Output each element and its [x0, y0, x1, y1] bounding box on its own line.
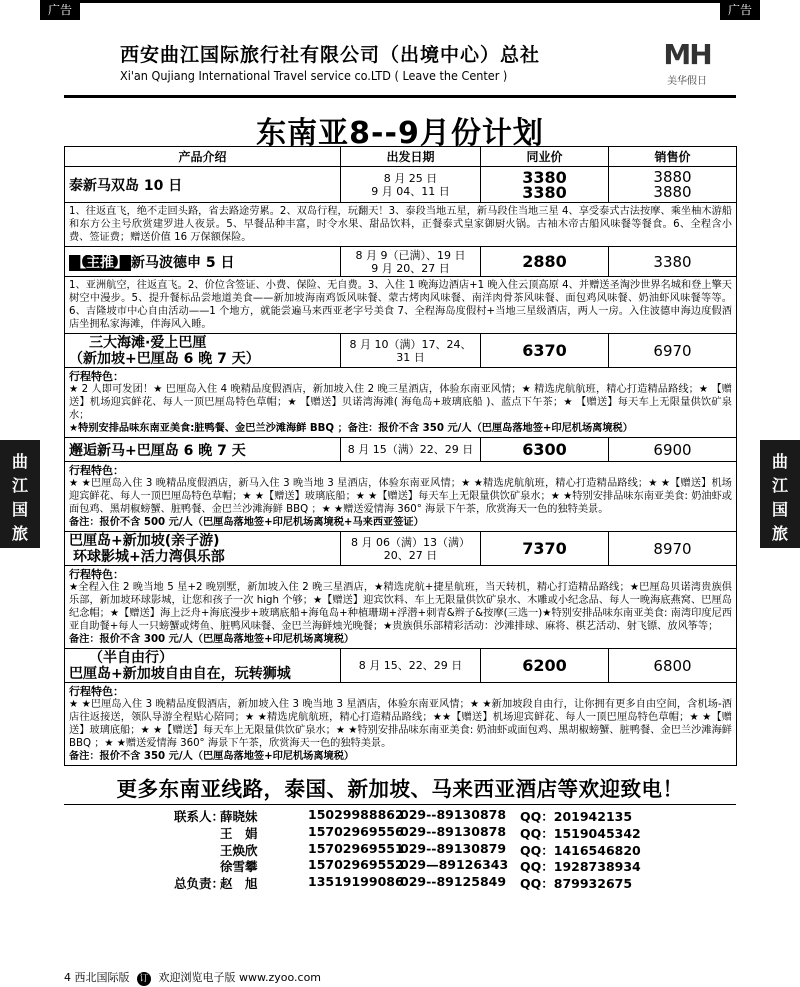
date-line: 8 月 10（满）17、24、 — [349, 337, 472, 351]
qq-label: QQ： — [520, 825, 554, 841]
sell-price: 6900 — [609, 438, 737, 462]
feature-title: 行程特色： — [69, 464, 124, 477]
product-desc-row — [65, 277, 737, 334]
logo-text: 美华假日 — [667, 76, 707, 87]
contact-tel: 029--89130878 — [400, 823, 507, 839]
peer-price: 7370 — [481, 532, 609, 566]
product-dates — [341, 247, 481, 277]
price-note: 备注：报价不含 500 元/人（巴厘岛落地签+印尼机场离境税+马来西亚签证） — [69, 517, 424, 528]
product-row — [65, 247, 737, 277]
contact-row — [64, 807, 736, 824]
price-note: ★特别安排品味东南亚美食:脏鸭餐、金巴兰沙滩海鲜 BBQ ；备注：报价不含 350 元/人（巴厘岛落地签+印尼机场离境税） — [69, 423, 633, 434]
date-line: 8 月 15（满）22、29 日 — [347, 443, 474, 456]
product-description-cell — [65, 462, 737, 532]
sell-price-value: 3880 — [653, 167, 692, 186]
logo-mark: MH — [663, 38, 711, 71]
qq-label: QQ： — [520, 876, 554, 892]
product-name-cell — [65, 649, 341, 683]
date-line: 8 月 06（满）13（满） — [351, 535, 470, 549]
peer-price: 2880 — [481, 247, 609, 277]
product-desc-row — [65, 462, 737, 532]
product-row — [65, 334, 737, 368]
sell-price: 6970 — [609, 334, 737, 368]
promo-banner: 更多东南亚线路，泰国、新加坡、马来西亚酒店等欢迎致电！ — [116, 777, 684, 801]
product-name-cell — [65, 334, 341, 368]
product-name: 巴厘岛+新加坡自由自在，玩转狮城 — [69, 665, 291, 682]
contact-tel: 029--89130879 — [400, 840, 507, 856]
feature-title: 行程特色： — [69, 685, 124, 698]
qq-label: QQ： — [520, 842, 554, 858]
contact-name: 赵 旭 — [220, 876, 258, 892]
header-sell-price: 销售价 — [609, 147, 737, 167]
contact-label: 总负责： — [173, 876, 224, 892]
qq-number: 879932675 — [553, 876, 633, 892]
date-line: 9 月 20、27 日 — [371, 261, 450, 275]
product-name: 邂逅新马+巴厘岛 6 晚 7 天 — [65, 438, 341, 462]
product-dates — [341, 438, 481, 462]
product-row — [65, 649, 737, 683]
product-subname: （新加坡+巴厘岛 6 晚 7 天） — [69, 350, 260, 367]
contact-mobile: 15702969556 — [308, 823, 404, 839]
contact-qq — [520, 807, 632, 825]
product-row — [65, 532, 737, 566]
company-header — [64, 18, 736, 98]
page-title: 东南亚8--9月份计划 — [256, 116, 544, 151]
contact-name: 薛晓妹 — [220, 809, 258, 824]
product-desc-row — [65, 683, 737, 766]
contact-qq — [520, 824, 641, 842]
qq-number: 1928738934 — [553, 859, 641, 875]
product-description-cell — [65, 368, 737, 438]
product-description: ★ 2 人即可发团！★ 巴厘岛入住 4 晚精品度假酒店，新加坡入住 2 晚三星酒店，体验东南亚风情；★ 精选虎航航班，精心打造精品路线；★ 【赠送】机场迎宾鲜花、每人一顶巴厘岛特色草帽；★ 【赠送】贝诺湾海滩( 海龟岛+玻璃底船 )、蓝点下午茶；★ 【赠送】每天车上无限量供饮矿泉水； — [69, 384, 732, 421]
sell-price: 8970 — [609, 532, 737, 566]
product-dates — [341, 334, 481, 368]
product-desc-row — [65, 368, 737, 438]
product-description: ★全程入住 2 晚当地 5 星+2 晚别墅，新加坡入住 2 晚三星酒店，★精选虎航+捷星航班，当天转机，精心打造精品路线；★巴厘岛贝诺湾贵族俱乐部，新加坡环球影城，让您和孩子一次 high 个够；★【赠送】迎宾饮料、车上无限量供饮矿泉水、木雕或小纪念品、每人一晚海底燕窝、巴厘岛纪念帽；★【赠送】海上泛舟+海底漫步+玻璃底船+海龟岛+种植珊瑚+浮潜+刺青&辫子&按摩(三选一)★特别安排品味东南亚美食: 南湾印度尼西亚自助餐+每人一只螃蟹或烤鱼、脏鸭风味餐、金巴兰海鲜烛光晚餐；★贵族俱乐部精彩活动：沙滩排球、麻将、棋艺活动、射飞镖、放风筝等； — [69, 582, 732, 632]
tour-plan-table — [64, 146, 737, 766]
product-dates — [341, 649, 481, 683]
peer-price: 6300 — [481, 438, 609, 462]
product-description: ★ ★巴厘岛入住 3 晚精品度假酒店，新加坡入住 3 晚当地 3 星酒店，体验东南亚风情；★ ★新加坡段自由行，让你拥有更多自由空间，含机场-酒店往返接送，领队导游全程贴心陪同；★ ★精选虎航航班，精心打造精品路线；★★【赠送】机场迎宾鲜花、每人一顶巴厘岛特色草帽；★ ★【赠送】玻璃底船；★ ★【赠送】每天车上无限量供饮矿泉水；★ ★特别安排品味东南亚美食: 奶油虾或面包鸡、黑胡椒螃蟹、脏鸭餐、金巴兰沙滩海鲜 BBQ ；★ ★赠送爱情海 360° 海景下午茶，欣赏海天一色的独特美景。 — [69, 699, 732, 749]
sell-price-value: 3880 — [653, 182, 692, 201]
peer-price: 6370 — [481, 334, 609, 368]
contact-name: 王焕欣 — [220, 842, 258, 858]
peer-price-value: 3380 — [522, 182, 567, 202]
peer-price: 6200 — [481, 649, 609, 683]
product-desc-row — [65, 566, 737, 649]
product-row — [65, 438, 737, 462]
date-line: 9 月 04、11 日 — [371, 184, 450, 198]
page-footer — [64, 969, 321, 986]
peer-price — [481, 167, 609, 203]
qq-label: QQ： — [520, 859, 554, 875]
date-line: 8 月 15、22、29 日 — [358, 659, 463, 672]
price-note: 备注：报价不含 350 元/人（巴厘岛落地签+印尼机场离境税） — [69, 751, 355, 762]
product-dates — [341, 532, 481, 566]
top-rule — [40, 0, 760, 3]
contact-row — [64, 824, 736, 841]
contact-qq — [520, 857, 641, 875]
qq-label: QQ： — [520, 809, 554, 824]
contact-label: 联系人： — [173, 809, 224, 824]
peer-price-value: 3380 — [522, 167, 567, 187]
contact-list — [64, 804, 736, 891]
contact-tel: 029—89126343 — [400, 857, 509, 873]
date-line: 31 日 — [396, 350, 425, 364]
ad-label-left: 广告 — [40, 0, 80, 20]
date-line: 20、27 日 — [383, 548, 438, 562]
featured-badge: 【主推】 — [69, 255, 131, 271]
product-desc-row — [65, 203, 737, 247]
feature-title: 行程特色： — [69, 370, 124, 383]
contact-name: 徐雪攀 — [220, 859, 258, 875]
product-description-cell — [65, 566, 737, 649]
product-description: ★ ★巴厘岛入住 3 晚精品度假酒店，新马入住 3 晚当地 3 星酒店，体验东南亚风情；★ ★精选虎航航班，精心打造精品路线；★ ★【赠送】机场迎宾鲜花、每人一顶巴厘岛特色草帽；★ ★【赠送】玻璃底船；★ ★【赠送】每天车上无限量供饮矿泉水；★ ★特别安排品味东南亚美食: 奶油虾或面包鸡、黑胡椒螃蟹、脏鸭餐、金巴兰沙滩海鲜 BBQ ；★ ★赠送爱情海 360° 海景下午茶，欣赏海天一色的独特美景。 — [69, 478, 732, 515]
product-tag: （半自由行） — [89, 649, 173, 666]
contact-row — [64, 841, 736, 858]
date-line: 8 月 25 日 — [383, 171, 438, 185]
contact-qq — [520, 841, 641, 859]
product-name: 泰新马双岛 10 日 — [65, 167, 341, 203]
product-description: 1、往返直飞，绝不走回头路，省去路途劳累。2、双岛行程，玩翻天！3、泰段当地五星，新马段住当地三星 4、享受泰式古法按摩、乘坐柚木游船和东方公主号欣赏建罗进人夜景。5、早餐品种丰富，时令水果、甜品饮料，正餐泰式皇家御厨火锅。古袖木帝古船风味餐等餐食。6、全程含小费、签证费；赠送价值 16 万保额保险。 — [65, 203, 737, 247]
product-subname: 环球影城+活力湾俱乐部 — [73, 548, 225, 565]
contact-tel: 029--89125849 — [400, 874, 507, 890]
contact-mobile: 13519199086 — [308, 874, 404, 890]
product-name: 巴厘岛+新加坡(亲子游) — [69, 532, 220, 549]
qq-number: 1519045342 — [553, 825, 641, 841]
product-name: 新马波德申 5 日 — [131, 254, 235, 271]
contact-row — [64, 857, 736, 874]
sell-price: 3380 — [609, 247, 737, 277]
product-name-cell — [65, 532, 341, 566]
publication-icon: 订 — [137, 972, 151, 986]
ad-label-right: 广告 — [720, 0, 760, 20]
company-name-cn: 西安曲江国际旅行社有限公司（出境中心）总社 — [120, 44, 541, 66]
contact-qq — [520, 874, 632, 892]
side-tab-text: 曲 江 国 旅 — [771, 452, 788, 543]
product-name: 三大海滩·爱上巴厘 — [89, 334, 207, 351]
product-description-cell — [65, 683, 737, 766]
header-peer-price: 同业价 — [481, 147, 609, 167]
price-note: 备注：报价不含 300 元/人（巴厘岛落地签+印尼机场离境税） — [69, 634, 355, 645]
page-content — [64, 18, 736, 891]
contact-mobile: 15702969552 — [308, 857, 404, 873]
feature-title: 行程特色： — [69, 568, 124, 581]
contact-mobile: 15029988862 — [308, 807, 404, 822]
contact-tel: 029--89130878 — [400, 807, 507, 822]
contact-row — [64, 874, 736, 891]
product-dates — [341, 167, 481, 203]
page-number: 4 — [64, 971, 71, 984]
qq-number: 201942135 — [553, 809, 633, 824]
side-tab-text: 曲 江 国 旅 — [11, 452, 28, 543]
qq-number: 1416546820 — [553, 842, 641, 858]
header-product: 产品介绍 — [65, 147, 341, 167]
side-tab-left — [0, 440, 40, 548]
contact-mobile: 15702969551 — [308, 840, 404, 856]
product-name-cell — [65, 247, 341, 277]
edition-name: 西北国际版 — [74, 971, 130, 984]
date-line: 8 月 9（已满）、19 日 — [355, 248, 466, 262]
company-name-en: Xi'an Qujiang International Travel service co.LTD ( Leave the Center ) — [120, 68, 508, 83]
table-header-row — [65, 147, 737, 167]
sell-price: 6800 — [609, 649, 737, 683]
sell-price — [609, 167, 737, 203]
footer-website[interactable]: 欢迎浏览电子版 www.zyoo.com — [158, 971, 322, 984]
company-logo — [652, 38, 722, 94]
header-date: 出发日期 — [341, 147, 481, 167]
product-row — [65, 167, 737, 203]
contact-name: 王 娟 — [220, 825, 258, 841]
side-tab-right — [760, 440, 800, 548]
product-description: 1、亚洲航空，往返直飞。2、价位含签证、小费、保险、无自费。3、入住 1 晚海边酒店+1 晚入住云顶高原 4、并赠送圣淘沙世界名城和登上擎天树空中漫步。5、提升餐标品尝地道美食——新加坡海南鸡饭风味餐、蒙古烤肉风味餐、南洋肉骨茶风味餐、面包鸡风味餐、奶油虾风味餐等等。6、吉隆坡市中心自由活动——1 个地方，就能尝遍马来西亚老字号美食 7、全程海岛度假村+当地三星级酒店，两人一房。入住波德申海边度假酒店坐拥私家海滩，伴海风入睡。 — [65, 277, 737, 334]
